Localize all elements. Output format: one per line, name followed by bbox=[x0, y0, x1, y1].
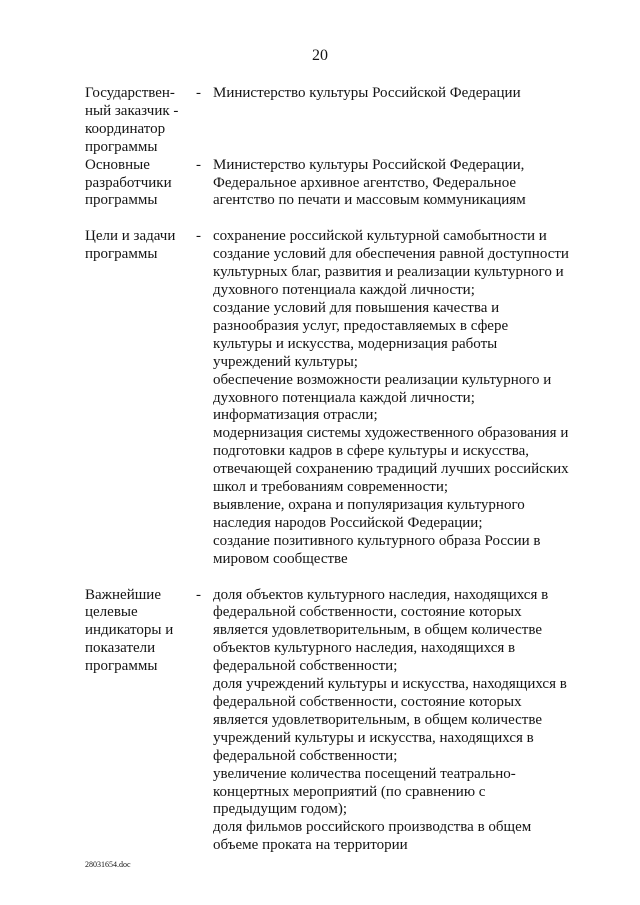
row-value-line: информатизация отрасли; bbox=[213, 407, 378, 424]
row-value-line: доля фильмов российского производства в общем bbox=[213, 819, 532, 836]
row-value-line: объеме проката на территории bbox=[213, 837, 408, 854]
row-value-line: модернизация системы художественного образования и bbox=[213, 425, 569, 442]
row-value-line: федеральной собственности; bbox=[213, 747, 398, 764]
row-state-customer bbox=[85, 85, 580, 157]
row-value-line: является удовлетворительным, в общем количестве bbox=[213, 711, 542, 728]
row-target-indicators bbox=[85, 587, 580, 856]
row-label-line: индикаторы и bbox=[85, 622, 174, 639]
row-label-line: программы bbox=[85, 658, 158, 675]
row-value-line: школ и требованиям современности; bbox=[213, 479, 449, 496]
row-value-line: выявление, охрана и популяризация культурного bbox=[213, 496, 525, 513]
row-label-line: показатели bbox=[85, 640, 156, 657]
row-label-line: Основные bbox=[85, 156, 150, 173]
row-label-line: Цели и задачи bbox=[85, 228, 176, 245]
row-value bbox=[213, 85, 580, 103]
row-dash: - bbox=[196, 156, 201, 173]
row-value-line: духовного потенциала каждой личности; bbox=[213, 389, 475, 406]
row-label-line: целевые bbox=[85, 604, 138, 621]
row-value-line: доля учреждений культуры и искусства, находящихся в bbox=[213, 676, 567, 693]
row-value-line: предыдущим годом); bbox=[213, 801, 347, 818]
row-value-line: является удовлетворительным, в общем количестве bbox=[213, 622, 542, 639]
row-dash: - bbox=[196, 85, 201, 101]
row-value bbox=[213, 228, 580, 568]
row-value bbox=[213, 157, 580, 211]
row-label-line: программы bbox=[85, 192, 158, 209]
row-value-line: Федеральное архивное агентство, Федеральное bbox=[213, 174, 517, 191]
row-label-line: координатор bbox=[85, 120, 166, 137]
row-dash: - bbox=[196, 586, 201, 603]
row-label-line: программы bbox=[85, 138, 158, 155]
row-label-line: Государствен- bbox=[85, 85, 175, 101]
row-value-line: создание условий для обеспечения равной доступности bbox=[213, 246, 569, 263]
row-value-line: объектов культурного наследия, находящихся в bbox=[213, 640, 516, 657]
row-value-line: отвечающей сохранению традиций лучших российских bbox=[213, 461, 569, 478]
row-value-line: учреждений культуры; bbox=[213, 353, 358, 370]
row-value-line: сохранение российской культурной самобытности и bbox=[213, 228, 547, 245]
row-label-line: Важнейшие bbox=[85, 586, 161, 603]
row-value-line: создание позитивного культурного образа России в bbox=[213, 532, 541, 549]
row-value-line: увеличение количества посещений театрально- bbox=[213, 765, 516, 782]
row-value-line: духовного потенциала каждой личности; bbox=[213, 282, 475, 299]
row-value-line: культуры и искусства, модернизация работы bbox=[213, 335, 498, 352]
row-value-line: разнообразия услуг, предоставляемых в сфере bbox=[213, 317, 509, 334]
row-value-line: доля объектов культурного наследия, находящихся в bbox=[213, 586, 549, 603]
row-value-line: мировом сообществе bbox=[213, 550, 348, 567]
row-value bbox=[213, 587, 580, 856]
page-number: 20 bbox=[312, 47, 328, 64]
row-value-line: федеральной собственности; bbox=[213, 658, 398, 675]
row-value-line: учреждений культуры и искусства, находящихся в bbox=[213, 729, 534, 746]
document-id-footer: 28031654.doc bbox=[85, 860, 131, 869]
row-value-line: Министерство культуры Российской Федерации bbox=[213, 85, 521, 101]
row-dash: - bbox=[196, 228, 201, 245]
row-value-line: федеральной собственности, состояние которых bbox=[213, 694, 522, 710]
row-value-line: федеральной собственности, состояние которых bbox=[213, 604, 522, 621]
row-goals-and-tasks bbox=[85, 228, 580, 568]
row-value-line: подготовки кадров в сфере культуры и искусства, bbox=[213, 443, 530, 460]
row-value-line: обеспечение возможности реализации культурного и bbox=[213, 371, 552, 388]
row-label bbox=[85, 157, 196, 211]
row-label-line: программы bbox=[85, 246, 158, 263]
row-value-line: Министерство культуры Российской Федерации, bbox=[213, 156, 525, 173]
row-label-line: ный заказчик - bbox=[85, 102, 179, 119]
row-value-line: агентство по печати и массовым коммуникациям bbox=[213, 192, 526, 209]
row-label-line: разработчики bbox=[85, 174, 172, 191]
row-main-developers bbox=[85, 157, 580, 211]
row-value-line: культурных благ, развития и реализации культурного и bbox=[213, 264, 564, 281]
row-label bbox=[85, 587, 196, 677]
row-value-line: концертных мероприятий (по сравнению с bbox=[213, 783, 486, 800]
row-value-line: наследия народов Российской Федерации; bbox=[213, 514, 483, 531]
program-passport-table bbox=[85, 85, 580, 873]
row-label bbox=[85, 228, 196, 264]
row-label bbox=[85, 85, 196, 157]
row-value-line: создание условий для повышения качества и bbox=[213, 299, 500, 316]
